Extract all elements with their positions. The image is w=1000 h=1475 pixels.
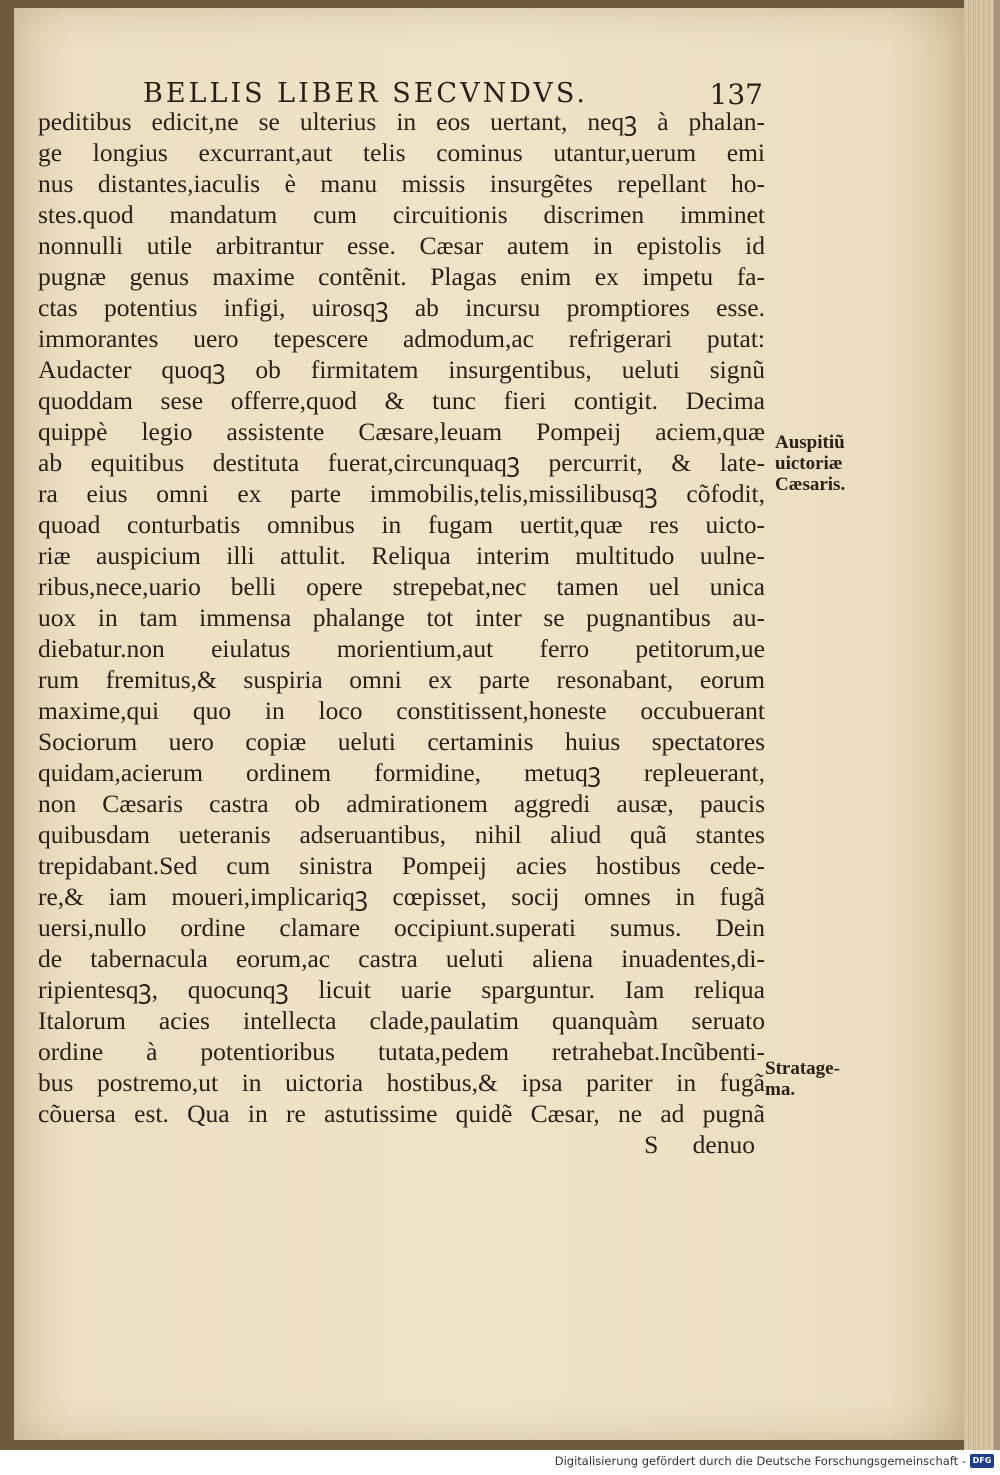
- text-line: ordine à potentioribus tutata,pedem retrahebat.Incũbenti-: [38, 1037, 765, 1066]
- text-line: immorantes uero tepescere admodum,ac refrigerari putat:: [38, 324, 765, 353]
- funding-credit: Digitalisierung gefördert durch die Deutsche Forschungsgemeinschaft -: [554, 1454, 966, 1468]
- page-number: 137: [709, 78, 763, 111]
- running-head: BELLIS LIBER SECVNDVS.: [143, 78, 588, 109]
- marginal-note-line: Stratage-: [765, 1058, 840, 1079]
- marginal-note-auspicium: [775, 432, 845, 495]
- dfg-logo-icon: DFG: [970, 1454, 994, 1468]
- marginal-note-line: Auspitiũ: [775, 432, 845, 453]
- text-line: maxime,qui quo in loco constitissent,honeste occubuerant: [38, 696, 765, 725]
- book-cover-edge: [994, 0, 1000, 1450]
- text-line: stes.quod mandatum cum circuitionis discrimen imminet: [38, 200, 765, 229]
- text-line: Audacter quoqꝫ ob firmitatem insurgentibus, ueluti signũ: [38, 355, 765, 384]
- text-line: nonnulli utile arbitrantur esse. Cæsar autem in epistolis id: [38, 231, 765, 260]
- text-line: uox in tam immensa phalange tot inter se pugnantibus au-: [38, 603, 765, 632]
- text-line: non Cæsaris castra ob admirationem aggredi ausæ, paucis: [38, 789, 765, 818]
- marginal-note-line: Cæsaris.: [775, 474, 846, 495]
- text-line: quidam,acierum ordinem formidine, metuqꝫ repleuerant,: [38, 758, 765, 787]
- text-line: ge longius excurrant,aut telis cominus utantur,uerum emi: [38, 138, 765, 167]
- text-line: ab equitibus destituta fuerat,circunquaqꝫ percurrit, & late-: [38, 448, 765, 477]
- page-edge-stack: [964, 0, 994, 1450]
- text-line: Sociorum uero copiæ ueluti certaminis huius spectatores: [38, 727, 765, 756]
- text-line: trepidabant.Sed cum sinistra Pompeij acies hostibus cede-: [38, 851, 765, 880]
- text-line: ctas potentius infigi, uirosqꝫ ab incursu promptiores esse.: [38, 293, 765, 322]
- text-line: quoddam sese offerre,quod & tunc fieri contigit. Decima: [38, 386, 765, 415]
- signature-catchword-line: [38, 1129, 765, 1160]
- catchword: denuo: [692, 1130, 755, 1159]
- text-line: de tabernacula eorum,ac castra ueluti aliena inuadentes,di-: [38, 944, 765, 973]
- marginal-note-line: uictoriæ: [775, 453, 843, 474]
- digitization-footer: [0, 1450, 1000, 1475]
- text-line: ripientesqꝫ, quocunqꝫ licuit uarie sparguntur. Iam reliqua: [38, 975, 765, 1004]
- text-line: re,& iam moueri,implicariqꝫ cœpisset, socij omnes in fugã: [38, 882, 765, 911]
- text-line: cõuersa est. Qua in re astutissime quidẽ Cæsar, ne ad pugnã: [38, 1099, 765, 1128]
- text-line: pugnæ genus maxime contẽnit. Plagas enim ex impetu fa-: [38, 262, 765, 291]
- marginal-note-line: ma.: [765, 1079, 796, 1100]
- text-line: quoad conturbatis omnibus in fugam uertit,quæ res uicto-: [38, 510, 765, 539]
- text-line: ra eius omni ex parte immobilis,telis,missilibusqꝫ cõfodit,: [38, 479, 765, 508]
- text-line: bus postremo,ut in uictoria hostibus,& ipsa pariter in fugã: [38, 1068, 765, 1097]
- signature-mark: S: [644, 1130, 659, 1159]
- text-line: rum fremitus,& suspiria omni ex parte resonabant, eorum: [38, 665, 765, 694]
- text-line: riæ auspicium illi attulit. Reliqua interim multitudo uulne-: [38, 541, 765, 570]
- text-line: nus distantes,iaculis è manu missis insurgẽtes repellant ho-: [38, 169, 765, 198]
- text-line: diebatur.non eiulatus morientium,aut ferro petitorum,ue: [38, 634, 765, 663]
- text-line: Italorum acies intellecta clade,paulatim quanquàm seruato: [38, 1006, 765, 1035]
- text-line: peditibus edicit,ne se ulterius in eos uertant, neqꝫ à phalan-: [38, 107, 765, 136]
- main-text-block: [38, 106, 765, 1160]
- text-line: quippè legio assistente Cæsare,leuam Pompeij aciem,quæ: [38, 417, 765, 446]
- text-line: quibusdam ueteranis adseruantibus, nihil aliud quã stantes: [38, 820, 765, 849]
- text-line: uersi,nullo ordine clamare occipiunt.superati sumus. Dein: [38, 913, 765, 942]
- marginal-note-stratagema: [765, 1058, 840, 1100]
- text-line: ribus,nece,uario belli opere strepebat,nec tamen uel unica: [38, 572, 765, 601]
